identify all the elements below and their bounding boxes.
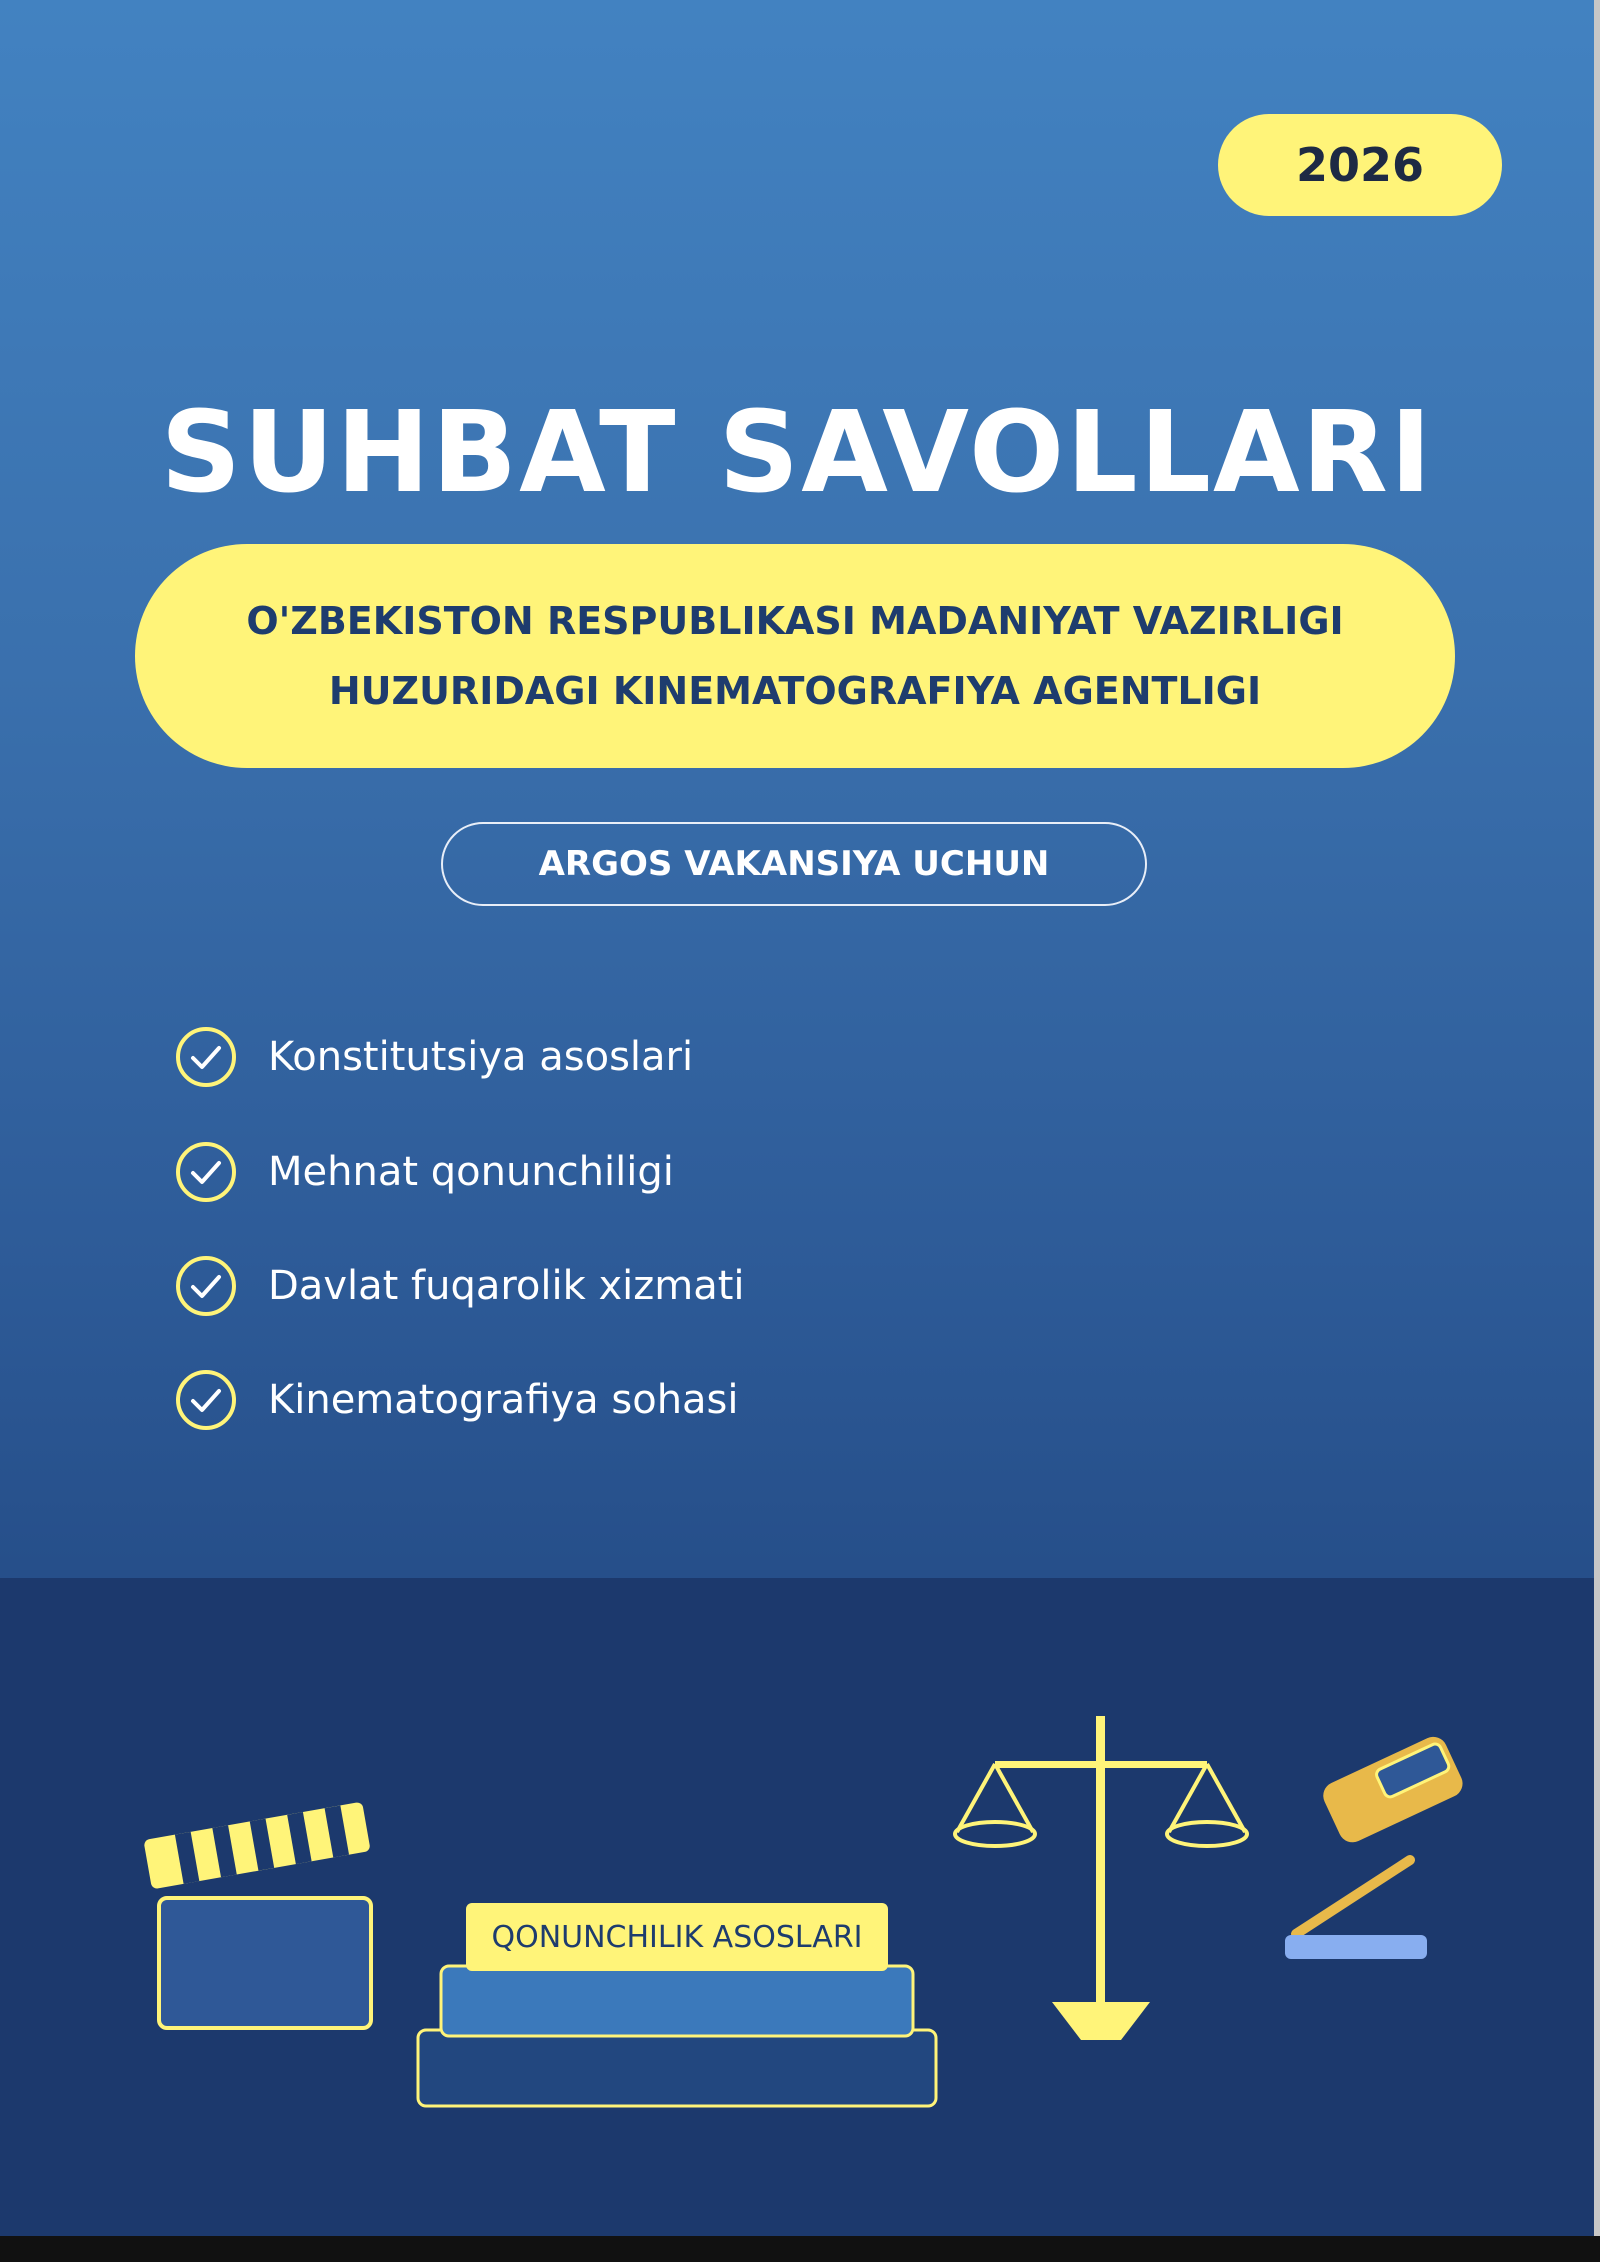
clapperboard-icon — [143, 1802, 371, 2028]
agency-line-1: O'ZBEKISTON RESPUBLIKASI MADANIYAT VAZIRLIGI — [246, 599, 1344, 643]
books-label: QONUNCHILIK ASOSLARI — [491, 1919, 863, 1955]
topic-label: Konstitutsiya asoslari — [268, 1034, 694, 1080]
gavel-icon — [1285, 1732, 1467, 1959]
topic-label: Davlat fuqarolik xizmati — [268, 1263, 745, 1309]
page-title: SUHBAT SAVOLLARI — [160, 388, 1434, 518]
vacancy-text: ARGOS VAKANSIYA UCHUN — [538, 844, 1050, 884]
topic-label: Mehnat qonunchiligi — [268, 1149, 674, 1195]
page-edge-shadow — [1594, 0, 1600, 2262]
scales-icon — [955, 1716, 1247, 2040]
topic-label: Kinematografiya sohasi — [268, 1377, 739, 1423]
year-text: 2026 — [1295, 138, 1425, 192]
page-bottom-edge — [0, 2236, 1600, 2262]
agency-line-2: HUZURIDAGI KINEMATOGRAFIYA AGENTLIGI — [328, 669, 1262, 713]
